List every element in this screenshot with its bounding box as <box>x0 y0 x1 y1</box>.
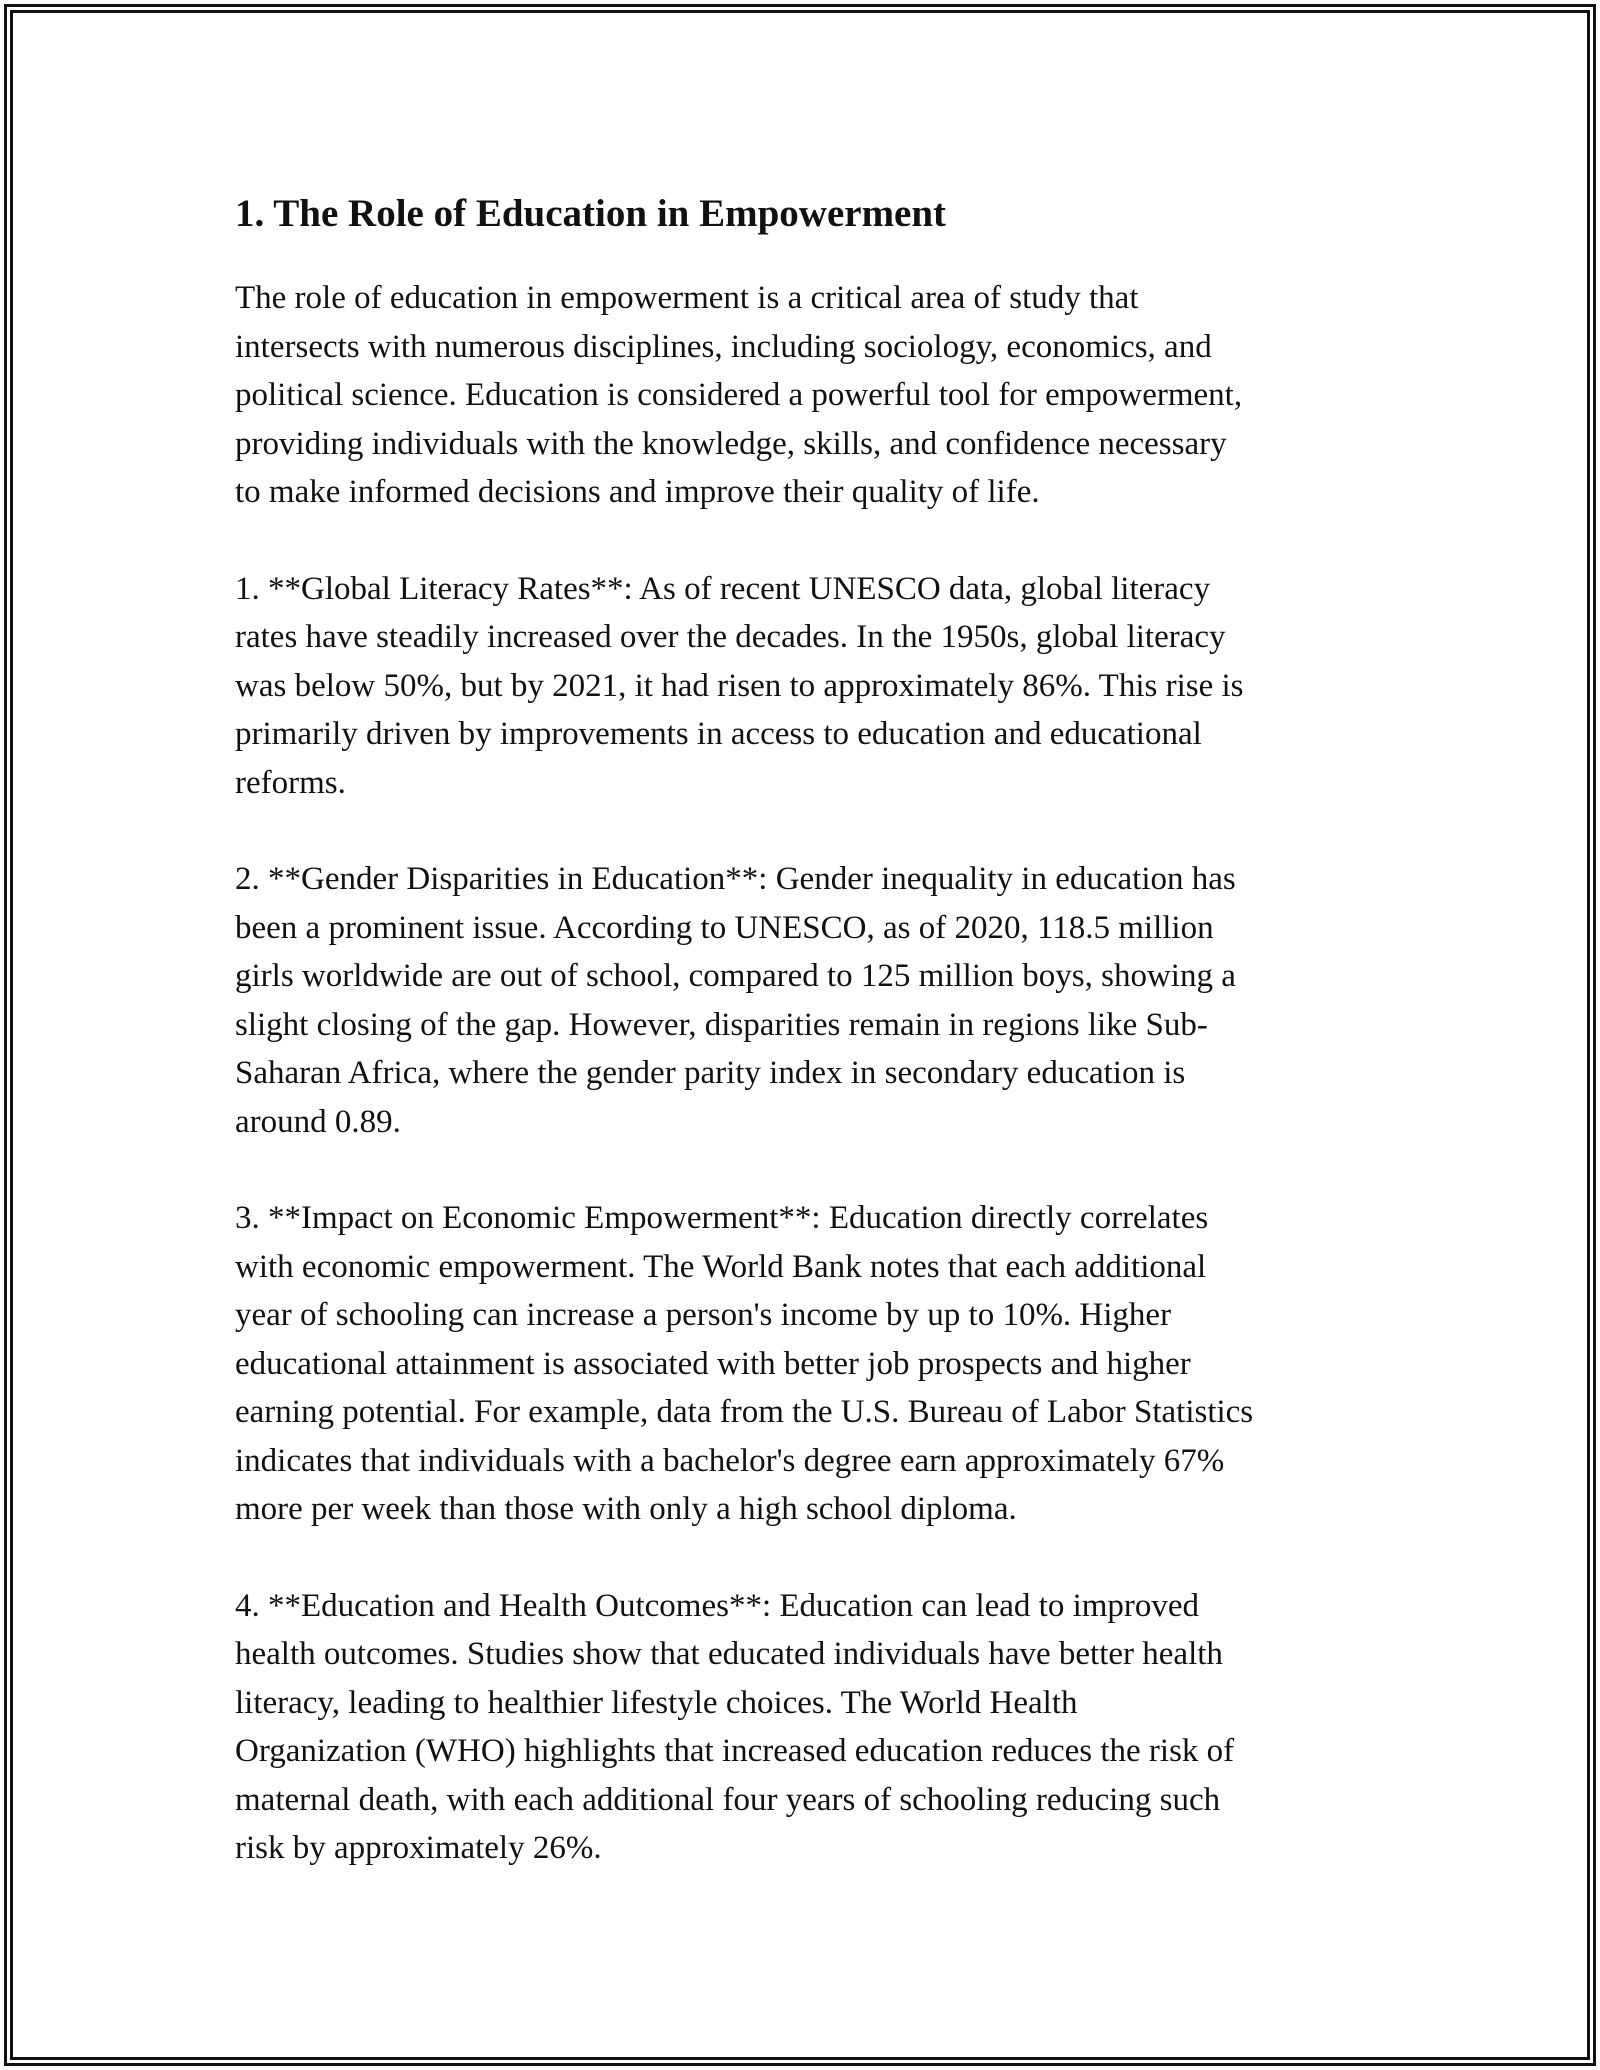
section-title: 1. The Role of Education in Empowerment <box>235 192 947 235</box>
document-body <box>235 188 1375 1921</box>
global-literacy-paragraph: 1. **Global Literacy Rates**: As of recent UNESCO data, global literacy rates have steadily increased over the decades. In the 1950s, global literacy was below 50%, but by 2021, it had risen to approximately 86%. This rise is primarily driven by improvements in access to education and educational reforms. <box>235 570 1244 801</box>
gender-disparities-paragraph: 2. **Gender Disparities in Education**: Gender inequality in education has been a prominent issue. According to UNESCO, as of 2020, 118.5 million girls worldwide are out of school, compared to 125 million boys, showing a slight closing of the gap. However, disparities remain in regions like Sub- Saharan Africa, where the gender parity index in secondary education is around 0.89. <box>235 861 1236 1140</box>
intro-paragraph: The role of education in empowerment is a critical area of study that intersects with numerous disciplines, including sociology, economics, and political science. Education is considered a powerful tool for empowerment, providing individuals with the knowledge, skills, and confidence necessary to make informed decisions and improve their quality of life. <box>235 280 1243 510</box>
health-outcomes-paragraph: 4. **Education and Health Outcomes**: Education can lead to improved health outcomes. Studies show that educated individuals have better health literacy, leading to healthier lifestyle choices. The World Health Organization (WHO) highlights that increased education reduces the risk of maternal death, with each additional four years of schooling reducing such risk by approximately 26%. <box>235 1587 1235 1866</box>
economic-empowerment-paragraph: 3. **Impact on Economic Empowerment**: Education directly correlates with economic empowerment. The World Bank notes that each additional year of schooling can increase a person's income by up to 10%. Higher educational attainment is associated with better job prospects and higher earning potential. For example, data from the U.S. Bureau of Labor Statistics indicates that individuals with a bachelor's degree earn approximately 67% more per week than those with only a high school diploma. <box>235 1200 1254 1527</box>
